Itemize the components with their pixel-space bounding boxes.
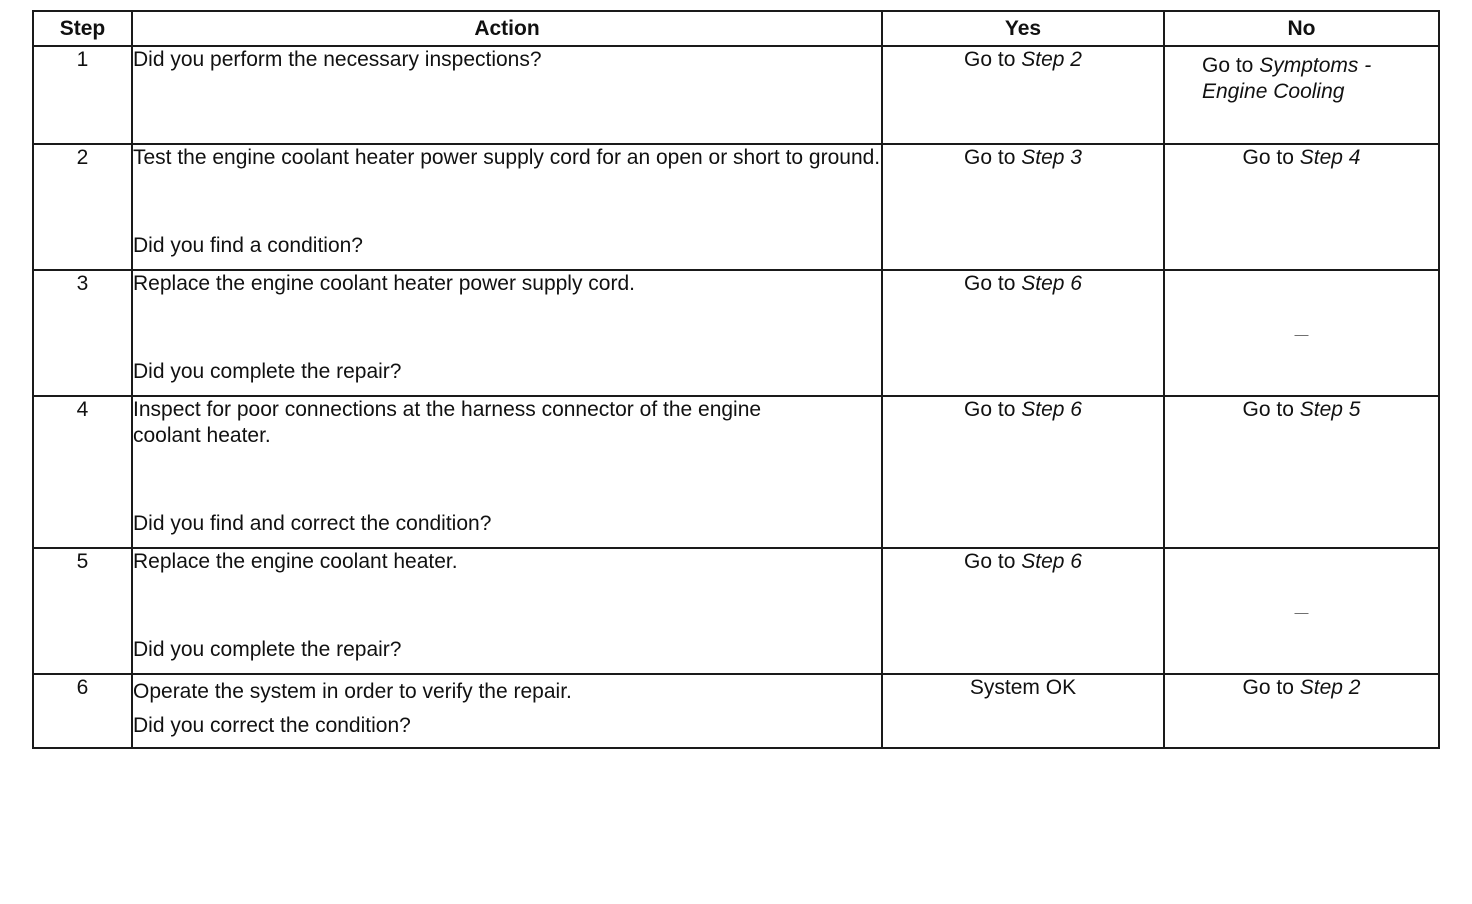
header-action: Action bbox=[132, 11, 882, 46]
header-yes: Yes bbox=[882, 11, 1164, 46]
table-row bbox=[33, 270, 1439, 396]
no-cell bbox=[1164, 46, 1439, 144]
no-step-ref: Symptoms - Engine Cooling bbox=[1202, 54, 1372, 103]
header-no: No bbox=[1164, 11, 1439, 46]
action-question: Did you complete the repair? bbox=[133, 638, 402, 661]
action-cell bbox=[132, 396, 882, 548]
no-cell bbox=[1164, 144, 1439, 270]
no-prefix: Go to bbox=[1202, 54, 1260, 77]
action-cell bbox=[132, 144, 882, 270]
no-dash: — bbox=[1294, 603, 1309, 620]
step-number: 6 bbox=[33, 674, 132, 748]
no-step-ref: Step 5 bbox=[1299, 398, 1361, 421]
action-text: Replace the engine coolant heater power supply cord. bbox=[133, 272, 635, 295]
table-row bbox=[33, 396, 1439, 548]
diagnostic-table bbox=[32, 10, 1440, 749]
yes-cell bbox=[882, 46, 1164, 144]
table-row bbox=[33, 548, 1439, 674]
no-prefix: Go to bbox=[1242, 676, 1300, 699]
yes-prefix: Go to bbox=[964, 398, 1022, 421]
yes-cell bbox=[882, 396, 1164, 548]
yes-step-ref: Step 2 bbox=[1021, 48, 1082, 71]
header-row bbox=[33, 11, 1439, 46]
action-text: Inspect for poor connections at the harness connector of the engine coolant heater. bbox=[133, 398, 762, 447]
action-question: Did you find and correct the condition? bbox=[133, 512, 492, 535]
action-question: Did you correct the condition? bbox=[133, 714, 411, 737]
table-row bbox=[33, 674, 1439, 748]
step-number: 2 bbox=[33, 144, 132, 270]
action-cell bbox=[132, 270, 882, 396]
no-prefix: Go to bbox=[1242, 398, 1300, 421]
yes-prefix: Go to bbox=[964, 550, 1022, 573]
yes-cell bbox=[882, 548, 1164, 674]
no-step-ref: Step 2 bbox=[1299, 676, 1361, 699]
yes-cell bbox=[882, 144, 1164, 270]
action-text: Test the engine coolant heater power supply cord for an open or short to ground. bbox=[133, 146, 881, 169]
no-cell bbox=[1164, 674, 1439, 748]
action-text: Did you perform the necessary inspections? bbox=[133, 48, 542, 71]
no-dash: — bbox=[1294, 325, 1309, 342]
action-cell bbox=[132, 46, 882, 144]
yes-text: System OK bbox=[969, 676, 1077, 699]
yes-prefix: Go to bbox=[964, 272, 1022, 295]
yes-cell bbox=[882, 270, 1164, 396]
action-question: Did you complete the repair? bbox=[133, 360, 402, 383]
yes-cell bbox=[882, 674, 1164, 748]
action-cell bbox=[132, 674, 882, 748]
no-step-ref: Step 4 bbox=[1299, 146, 1361, 169]
action-question: Did you find a condition? bbox=[133, 234, 363, 257]
table-row bbox=[33, 46, 1439, 144]
yes-prefix: Go to bbox=[964, 146, 1022, 169]
no-prefix: Go to bbox=[1242, 146, 1300, 169]
no-cell bbox=[1164, 548, 1439, 674]
action-text: Operate the system in order to verify the repair. bbox=[133, 680, 572, 703]
step-number: 3 bbox=[33, 270, 132, 396]
yes-step-ref: Step 6 bbox=[1021, 550, 1082, 573]
table-row bbox=[33, 144, 1439, 270]
no-cell bbox=[1164, 270, 1439, 396]
step-number: 1 bbox=[33, 46, 132, 144]
action-text: Replace the engine coolant heater. bbox=[133, 550, 458, 573]
yes-step-ref: Step 6 bbox=[1021, 272, 1082, 295]
action-cell bbox=[132, 548, 882, 674]
yes-step-ref: Step 3 bbox=[1021, 146, 1082, 169]
yes-step-ref: Step 6 bbox=[1021, 398, 1082, 421]
step-number: 4 bbox=[33, 396, 132, 548]
step-number: 5 bbox=[33, 548, 132, 674]
no-cell bbox=[1164, 396, 1439, 548]
yes-prefix: Go to bbox=[964, 48, 1022, 71]
header-step: Step bbox=[33, 11, 132, 46]
